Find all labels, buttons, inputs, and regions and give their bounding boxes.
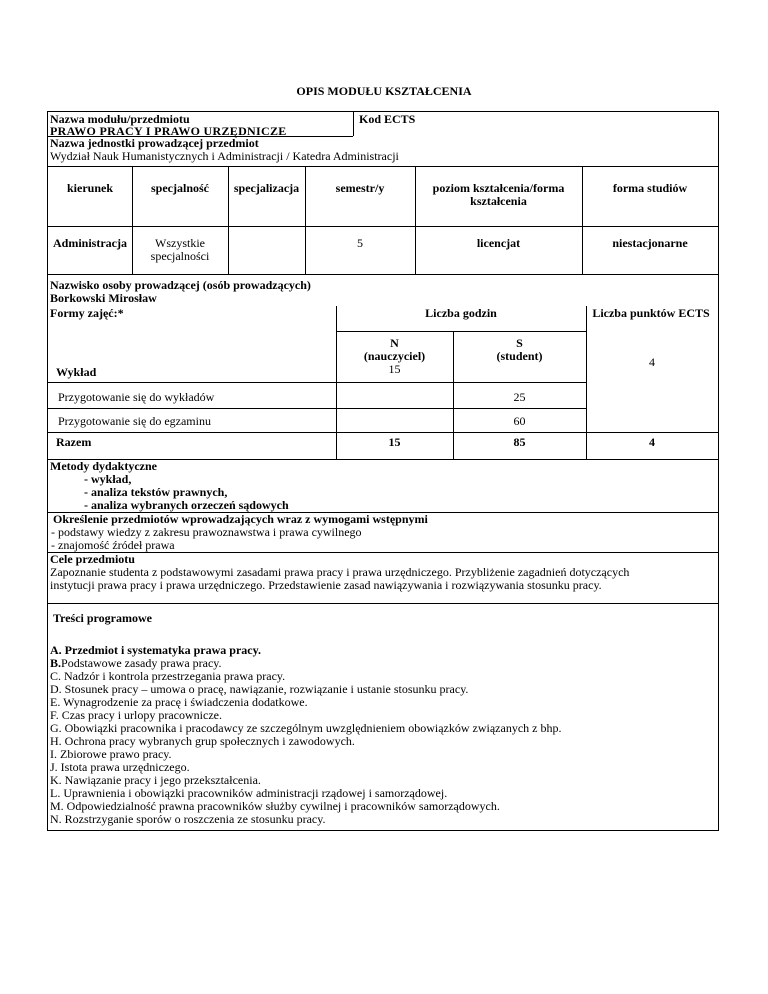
goals-label: Cele przedmiotu — [50, 552, 135, 566]
lecturer-value: Borkowski Mirosław — [50, 291, 157, 305]
content-item: E. Wynagrodzenie za pracę i świadczenia dodatkowe. — [50, 695, 308, 709]
total-ects: 4 — [649, 435, 655, 449]
module-name-value: PRAWO PRACY I PRAWO URZĘDNICZE — [50, 124, 287, 138]
forms-label: Formy zajęć:* — [50, 306, 124, 320]
col-header-forma-studiow: forma studiów — [612, 181, 688, 195]
content-item: L. Uprawnienia i obowiązki pracowników administracji rządowej i samorządowej. — [50, 786, 448, 800]
unit-value: Wydział Nauk Humanistycznych i Administracji / Katedra Administracji — [50, 149, 399, 163]
col-header-semestr: semestr/y — [335, 181, 385, 195]
col-header-specjalizacja: specjalizacja — [233, 181, 300, 195]
n-label: N — [390, 336, 399, 350]
cell-semestr: 5 — [357, 236, 363, 250]
module-description-table — [47, 111, 719, 831]
content-item: K. Nawiązanie pracy i jego przekształcenia. — [50, 773, 261, 787]
goals-line-2: instytucji prawa pracy i prawa urzędniczego. Przedstawienie zasad nawiązywania i rozwiązywania stosunku pracy. — [50, 578, 602, 592]
document-title: OPIS MODUŁU KSZTAŁCENIA — [296, 84, 472, 98]
lecture-n-hours: 15 — [388, 362, 401, 376]
module-name-label: Nazwa modułu/przedmiotu — [50, 112, 190, 126]
prereq-item: - podstawy wiedzy z zakresu prawoznawstwa i prawa cywilnego — [51, 525, 362, 539]
method-item: - analiza tekstów prawnych, — [84, 485, 228, 499]
unit-label: Nazwa jednostki prowadzącej przedmiot — [50, 136, 259, 150]
ects-points-label: Liczba punktów ECTS — [592, 306, 710, 320]
lecturer-label: Nazwisko osoby prowadzącej (osób prowadzących) — [50, 278, 311, 292]
content-item: N. Rozstrzyganie sporów o roszczenia ze stosunku pracy. — [50, 812, 326, 826]
prep-exam-label: Przygotowanie się do egzaminu — [58, 414, 211, 428]
hours-label: Liczba godzin — [425, 306, 497, 320]
total-s-hours: 85 — [513, 435, 526, 449]
total-label: Razem — [56, 435, 92, 449]
content-item-b-prefix: B. — [50, 656, 62, 670]
col-header-kierunek: kierunek — [66, 181, 113, 195]
prep-exam-s-hours: 60 — [513, 414, 526, 428]
content-item: G. Obowiązki pracownika i pracodawcy ze szczególnym uwzględnieniem obowiązków związanych z bhp. — [50, 721, 562, 735]
cell-specjalnosc: Wszystkie specjalności — [150, 236, 210, 263]
content-item: D. Stosunek pracy – umowa o pracę, nawiązanie, rozwiązanie i ustanie stosunku pracy. — [50, 682, 469, 696]
prereq-item: - znajomość źródeł prawa — [51, 538, 175, 552]
ects-code-label: Kod ECTS — [359, 112, 416, 126]
cell-poziom: licencjat — [476, 236, 521, 250]
cell-forma-studiow: niestacjonarne — [612, 236, 688, 250]
goals-line-1: Zapoznanie studenta z podstawowymi zasadami prawa pracy i prawa urzędniczego. Przybliżenie zagadnień dotyczących — [50, 565, 630, 579]
lecture-label: Wykład — [56, 365, 97, 379]
col-header-poziom: poziom kształcenia/forma kształcenia — [432, 181, 565, 208]
content-item-b-text: Podstawowe zasady prawa pracy. — [61, 656, 222, 670]
methods-label: Metody dydaktyczne — [50, 459, 157, 473]
content-item: M. Odpowiedzialność prawna pracowników służby cywilnej i pracowników samorządowych. — [50, 799, 500, 813]
content-item-a: A. Przedmiot i systematyka prawa pracy. — [50, 643, 261, 657]
content-item: F. Czas pracy i urlopy pracownicze. — [50, 708, 222, 722]
col-header-specjalnosc: specjalność — [151, 181, 209, 195]
s-label: S — [516, 336, 523, 350]
method-item: - wykład, — [84, 472, 132, 486]
content-item: I. Zbiorowe prawo pracy. — [50, 747, 172, 761]
prep-lecture-label: Przygotowanie się do wykładów — [58, 390, 215, 404]
cell-kierunek: Administracja — [53, 236, 127, 250]
s-sublabel: (student) — [496, 349, 543, 363]
lecture-ects: 4 — [649, 355, 655, 369]
prereq-label: Określenie przedmiotów wprowadzających wraz z wymogami wstępnymi — [53, 512, 428, 526]
total-n-hours: 15 — [388, 435, 401, 449]
content-item: J. Istota prawa urzędniczego. — [50, 760, 190, 774]
content-label: Treści programowe — [53, 611, 152, 625]
method-item: - analiza wybranych orzeczeń sądowych — [84, 498, 289, 512]
n-sublabel: (nauczyciel) — [363, 349, 426, 363]
content-item: H. Ochrona pracy wybranych grup społecznych i zawodowych. — [50, 734, 355, 748]
content-item: C. Nadzór i kontrola przestrzegania prawa pracy. — [50, 669, 286, 683]
prep-lecture-s-hours: 25 — [513, 390, 526, 404]
